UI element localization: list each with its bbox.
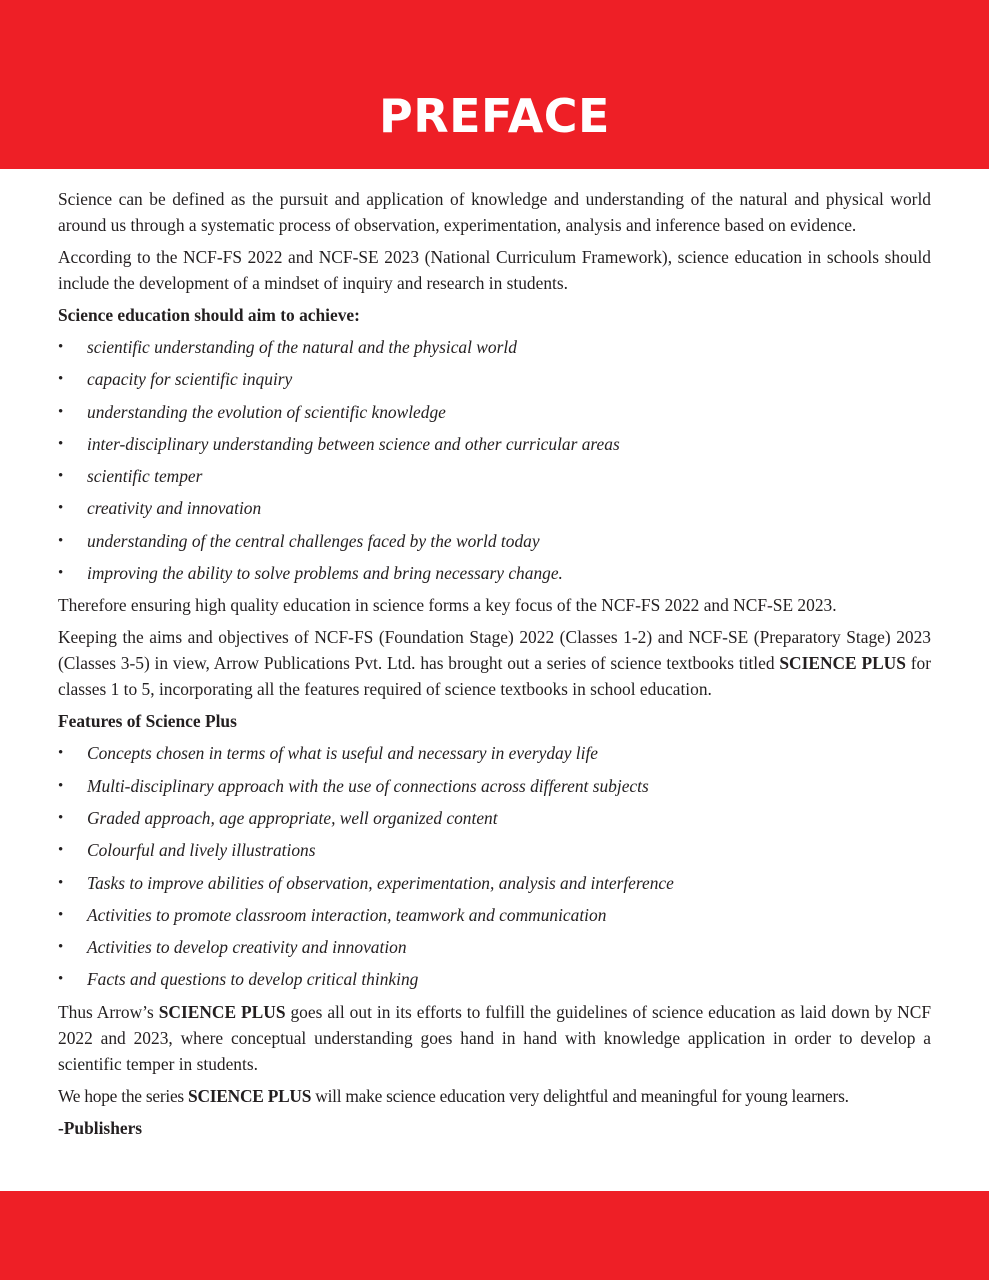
closing-paragraph-1: Thus Arrow’s SCIENCE PLUS goes all out in its efforts to fulfill the guidelines of science education as laid down by NCF 2022 and 2023, where conceptual understanding goes hand in hand with knowledge application in order to develop a scientific temper in students. (58, 1001, 932, 1074)
list-item: • Concepts chosen in terms of what is useful and necessary in everyday life (58, 740, 931, 766)
bullet-icon: • (58, 745, 64, 762)
focus-paragraph: Therefore ensuring high quality education in science forms a key focus of the NCF-FS 2022 and NCF-SE 2023. (58, 595, 837, 616)
series-title: SCIENCE PLUS (188, 1085, 312, 1106)
bullet-icon: • (58, 403, 64, 420)
bullet-icon: • (58, 842, 64, 859)
list-item: • Multi-disciplinary approach with the use of connections across different subjects (58, 773, 931, 799)
bullet-icon: • (58, 939, 64, 956)
intro-paragraph-1: Science can be defined as the pursuit and application of knowledge and understanding of the natural and physical world around us through a systematic process of observation, experimentation, analysis and inference based on evidence. (58, 189, 931, 235)
bullet-icon: • (58, 565, 64, 582)
bullet-icon: • (58, 906, 64, 923)
bullet-icon: • (58, 874, 64, 891)
list-item: • Facts and questions to develop critical thinking (58, 966, 931, 992)
features-list (58, 740, 931, 992)
intro-paragraph-2: According to the NCF-FS 2022 and NCF-SE 2023 (National Curriculum Framework), science education in schools should include the development of a mindset of inquiry and research in students. (58, 247, 931, 293)
bullet-icon: • (58, 435, 64, 452)
list-item: • understanding the evolution of scientific knowledge (58, 399, 931, 425)
list-item: • creativity and innovation (58, 495, 931, 521)
list-item: • Graded approach, age appropriate, well organized content (58, 805, 931, 831)
list-item: • scientific understanding of the natural and the physical world (58, 334, 931, 360)
bullet-icon: • (58, 371, 64, 388)
footer-band (0, 1191, 989, 1280)
list-item: • scientific temper (58, 463, 931, 489)
list-item: • Colourful and lively illustrations (58, 837, 931, 863)
bullet-icon: • (58, 809, 64, 826)
signature: -Publishers (58, 1117, 143, 1138)
bullet-icon: • (58, 971, 64, 988)
aims-heading: Science education should aim to achieve: (58, 305, 360, 325)
series-paragraph: Keeping the aims and objectives of NCF-FS (Foundation Stage) 2022 (Classes 1-2) and NCF-SE (Preparatory Stage) 2023 (Classes 3-5) in view, Arrow Publications Pvt. Ltd. has brought out a series of science textbooks titled SCIENCE PLUS for classes 1 to 5, incorporating all the features required of science textbooks in school education. (58, 627, 931, 700)
series-title: SCIENCE PLUS (158, 1001, 286, 1022)
bullet-icon: • (58, 339, 64, 355)
bullet-icon: • (58, 532, 64, 549)
list-item: • inter-disciplinary understanding between science and other curricular areas (58, 431, 931, 457)
aims-list (58, 334, 931, 586)
list-item: • understanding of the central challenges faced by the world today (58, 528, 931, 554)
bullet-icon: • (58, 777, 64, 794)
list-item: • capacity for scientific inquiry (58, 366, 931, 392)
list-item: • Tasks to improve abilities of observation, experimentation, analysis and interference (58, 870, 931, 896)
bullet-icon: • (58, 500, 64, 517)
closing-paragraph-2: We hope the series SCIENCE PLUS will make science education very delightful and meaningful for young learners. (58, 1085, 849, 1106)
list-item: • improving the ability to solve problems and bring necessary change. (58, 560, 931, 586)
series-title: SCIENCE PLUS (779, 653, 906, 674)
bullet-icon: • (58, 468, 64, 485)
list-item: • Activities to develop creativity and innovation (58, 934, 931, 960)
preface-body (58, 186, 931, 1147)
list-item: • Activities to promote classroom interaction, teamwork and communication (58, 902, 931, 928)
features-heading: Features of Science Plus (58, 711, 237, 732)
page-title: PREFACE (379, 89, 610, 143)
